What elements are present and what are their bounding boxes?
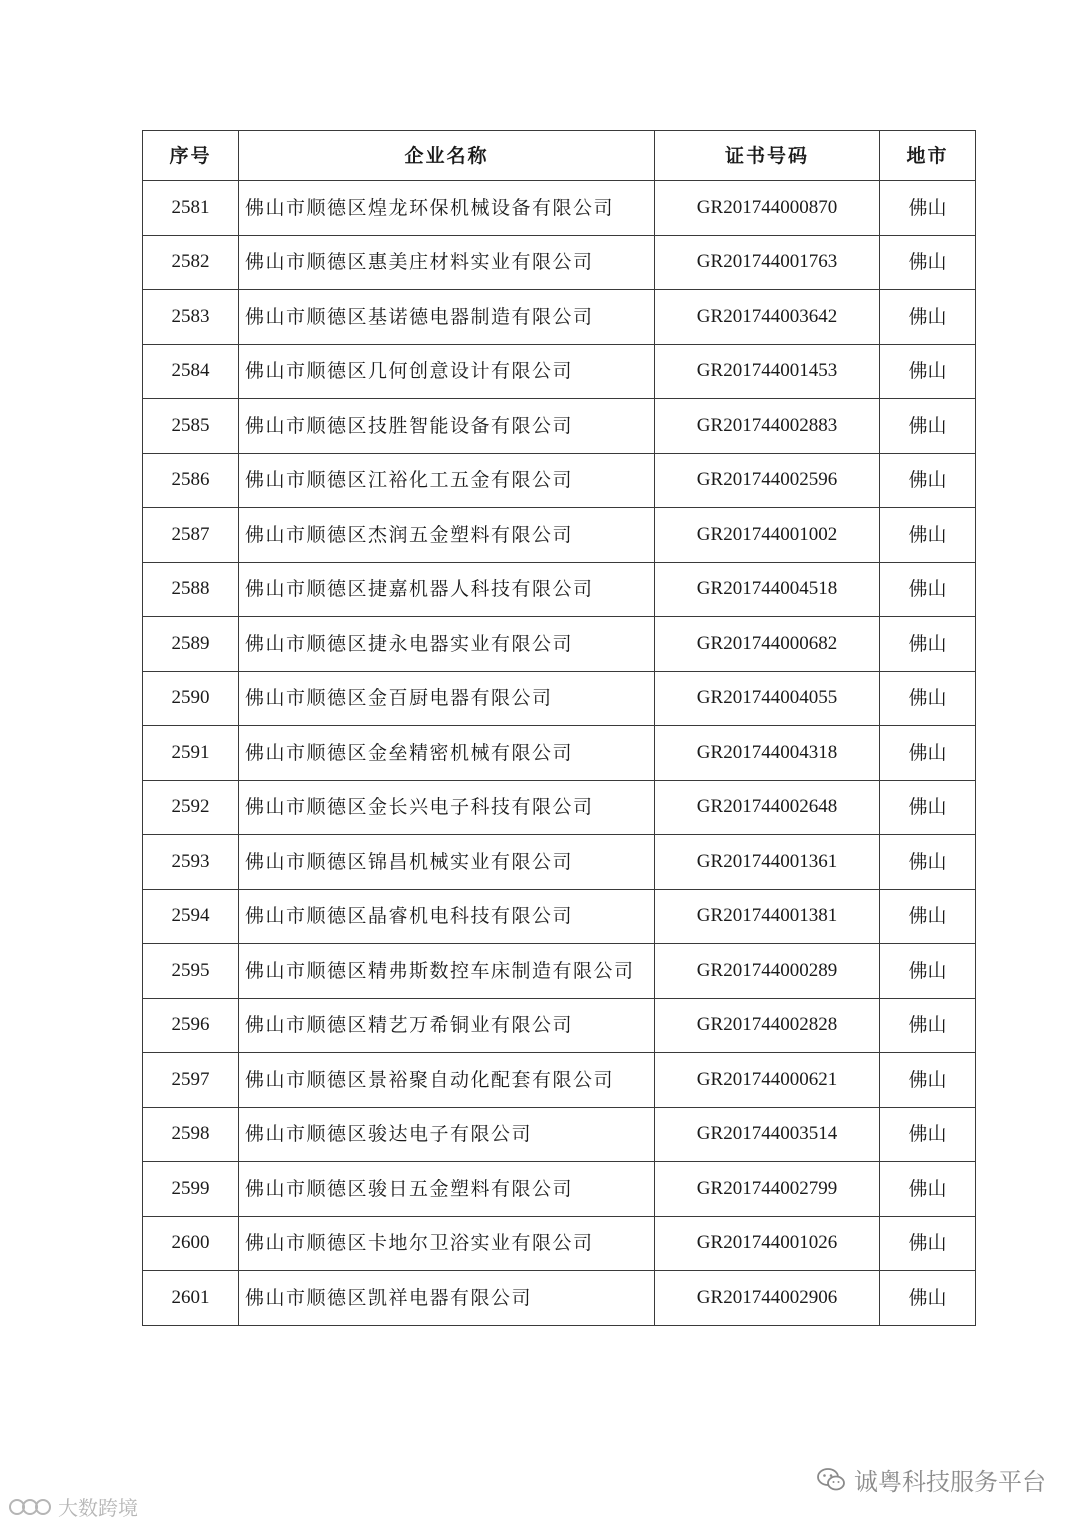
header-seq: 序号 bbox=[143, 131, 239, 181]
row-seq: 2593 bbox=[143, 835, 239, 890]
row-certificate-number: GR201744004055 bbox=[655, 671, 880, 726]
row-seq: 2587 bbox=[143, 508, 239, 563]
table-row bbox=[143, 344, 976, 399]
row-company-name: 佛山市顺德区杰润五金塑料有限公司 bbox=[239, 508, 655, 563]
table-row bbox=[143, 453, 976, 508]
watermark-platform-text: 诚粤科技服务平台 bbox=[854, 1468, 1046, 1496]
row-seq: 2597 bbox=[143, 1053, 239, 1108]
table-row bbox=[143, 998, 976, 1053]
row-company-name: 佛山市顺德区精艺万希铜业有限公司 bbox=[239, 998, 655, 1053]
enterprise-table bbox=[142, 130, 976, 1326]
row-certificate-number: GR201744001002 bbox=[655, 508, 880, 563]
row-seq: 2583 bbox=[143, 290, 239, 345]
row-city: 佛山 bbox=[880, 1053, 976, 1108]
row-certificate-number: GR201744003514 bbox=[655, 1107, 880, 1162]
table-row bbox=[143, 1053, 976, 1108]
table-row bbox=[143, 508, 976, 563]
row-company-name: 佛山市顺德区骏达电子有限公司 bbox=[239, 1107, 655, 1162]
row-city: 佛山 bbox=[880, 1107, 976, 1162]
row-company-name: 佛山市顺德区骏日五金塑料有限公司 bbox=[239, 1162, 655, 1217]
row-seq: 2582 bbox=[143, 235, 239, 290]
row-seq: 2595 bbox=[143, 944, 239, 999]
row-city: 佛山 bbox=[880, 617, 976, 672]
row-certificate-number: GR201744003642 bbox=[655, 290, 880, 345]
row-company-name: 佛山市顺德区几何创意设计有限公司 bbox=[239, 344, 655, 399]
wechat-icon bbox=[816, 1467, 846, 1493]
row-city: 佛山 bbox=[880, 453, 976, 508]
row-company-name: 佛山市顺德区捷嘉机器人科技有限公司 bbox=[239, 562, 655, 617]
row-certificate-number: GR201744000682 bbox=[655, 617, 880, 672]
row-company-name: 佛山市顺德区金垒精密机械有限公司 bbox=[239, 726, 655, 781]
row-certificate-number: GR201744002799 bbox=[655, 1162, 880, 1217]
row-seq: 2589 bbox=[143, 617, 239, 672]
header-city: 地市 bbox=[880, 131, 976, 181]
row-seq: 2584 bbox=[143, 344, 239, 399]
row-city: 佛山 bbox=[880, 290, 976, 345]
row-seq: 2592 bbox=[143, 780, 239, 835]
row-certificate-number: GR201744002596 bbox=[655, 453, 880, 508]
row-seq: 2598 bbox=[143, 1107, 239, 1162]
row-seq: 2600 bbox=[143, 1216, 239, 1271]
row-seq: 2581 bbox=[143, 181, 239, 236]
table-row bbox=[143, 1216, 976, 1271]
header-name: 企业名称 bbox=[239, 131, 655, 181]
table-row bbox=[143, 290, 976, 345]
row-company-name: 佛山市顺德区精弗斯数控车床制造有限公司 bbox=[239, 944, 655, 999]
table-header-row bbox=[143, 131, 976, 181]
row-company-name: 佛山市顺德区基诺德电器制造有限公司 bbox=[239, 290, 655, 345]
table-row bbox=[143, 1271, 976, 1326]
row-company-name: 佛山市顺德区金百厨电器有限公司 bbox=[239, 671, 655, 726]
row-city: 佛山 bbox=[880, 235, 976, 290]
row-seq: 2599 bbox=[143, 1162, 239, 1217]
row-city: 佛山 bbox=[880, 998, 976, 1053]
row-city: 佛山 bbox=[880, 835, 976, 890]
row-company-name: 佛山市顺德区技胜智能设备有限公司 bbox=[239, 399, 655, 454]
table-row bbox=[143, 671, 976, 726]
row-certificate-number: GR201744001453 bbox=[655, 344, 880, 399]
table-row bbox=[143, 889, 976, 944]
row-city: 佛山 bbox=[880, 562, 976, 617]
row-seq: 2591 bbox=[143, 726, 239, 781]
row-company-name: 佛山市顺德区江裕化工五金有限公司 bbox=[239, 453, 655, 508]
table-row bbox=[143, 235, 976, 290]
table-row bbox=[143, 617, 976, 672]
row-certificate-number: GR201744002883 bbox=[655, 399, 880, 454]
row-certificate-number: GR201744000289 bbox=[655, 944, 880, 999]
row-certificate-number: GR201744000621 bbox=[655, 1053, 880, 1108]
row-city: 佛山 bbox=[880, 1162, 976, 1217]
row-city: 佛山 bbox=[880, 1271, 976, 1326]
row-company-name: 佛山市顺德区晶睿机电科技有限公司 bbox=[239, 889, 655, 944]
table-row bbox=[143, 181, 976, 236]
row-certificate-number: GR201744002828 bbox=[655, 998, 880, 1053]
row-seq: 2588 bbox=[143, 562, 239, 617]
table-row bbox=[143, 1107, 976, 1162]
row-company-name: 佛山市顺德区捷永电器实业有限公司 bbox=[239, 617, 655, 672]
row-seq: 2601 bbox=[143, 1271, 239, 1326]
row-certificate-number: GR201744004318 bbox=[655, 726, 880, 781]
row-company-name: 佛山市顺德区景裕聚自动化配套有限公司 bbox=[239, 1053, 655, 1108]
row-certificate-number: GR201744001763 bbox=[655, 235, 880, 290]
table-row bbox=[143, 399, 976, 454]
row-certificate-number: GR201744004518 bbox=[655, 562, 880, 617]
row-city: 佛山 bbox=[880, 344, 976, 399]
row-certificate-number: GR201744001381 bbox=[655, 889, 880, 944]
row-city: 佛山 bbox=[880, 399, 976, 454]
row-company-name: 佛山市顺德区金长兴电子科技有限公司 bbox=[239, 780, 655, 835]
watermark-brand-text: 大数跨境 bbox=[58, 1496, 138, 1520]
row-city: 佛山 bbox=[880, 726, 976, 781]
table-row bbox=[143, 780, 976, 835]
row-city: 佛山 bbox=[880, 780, 976, 835]
brand-logo-icon bbox=[8, 1495, 54, 1519]
row-company-name: 佛山市顺德区煌龙环保机械设备有限公司 bbox=[239, 181, 655, 236]
row-city: 佛山 bbox=[880, 1216, 976, 1271]
row-city: 佛山 bbox=[880, 889, 976, 944]
table-row bbox=[143, 726, 976, 781]
row-certificate-number: GR201744002906 bbox=[655, 1271, 880, 1326]
row-company-name: 佛山市顺德区凯祥电器有限公司 bbox=[239, 1271, 655, 1326]
watermark-platform bbox=[816, 1462, 1046, 1497]
row-city: 佛山 bbox=[880, 508, 976, 563]
table-row bbox=[143, 835, 976, 890]
row-seq: 2594 bbox=[143, 889, 239, 944]
row-city: 佛山 bbox=[880, 181, 976, 236]
watermark-brand bbox=[8, 1492, 138, 1521]
row-seq: 2590 bbox=[143, 671, 239, 726]
row-company-name: 佛山市顺德区惠美庄材料实业有限公司 bbox=[239, 235, 655, 290]
row-company-name: 佛山市顺德区卡地尔卫浴实业有限公司 bbox=[239, 1216, 655, 1271]
row-certificate-number: GR201744001026 bbox=[655, 1216, 880, 1271]
table-row bbox=[143, 562, 976, 617]
table-row bbox=[143, 1162, 976, 1217]
row-company-name: 佛山市顺德区锦昌机械实业有限公司 bbox=[239, 835, 655, 890]
row-city: 佛山 bbox=[880, 671, 976, 726]
row-seq: 2585 bbox=[143, 399, 239, 454]
table-row bbox=[143, 944, 976, 999]
row-certificate-number: GR201744002648 bbox=[655, 780, 880, 835]
row-city: 佛山 bbox=[880, 944, 976, 999]
row-seq: 2596 bbox=[143, 998, 239, 1053]
row-certificate-number: GR201744000870 bbox=[655, 181, 880, 236]
header-cert: 证书号码 bbox=[655, 131, 880, 181]
row-seq: 2586 bbox=[143, 453, 239, 508]
row-certificate-number: GR201744001361 bbox=[655, 835, 880, 890]
